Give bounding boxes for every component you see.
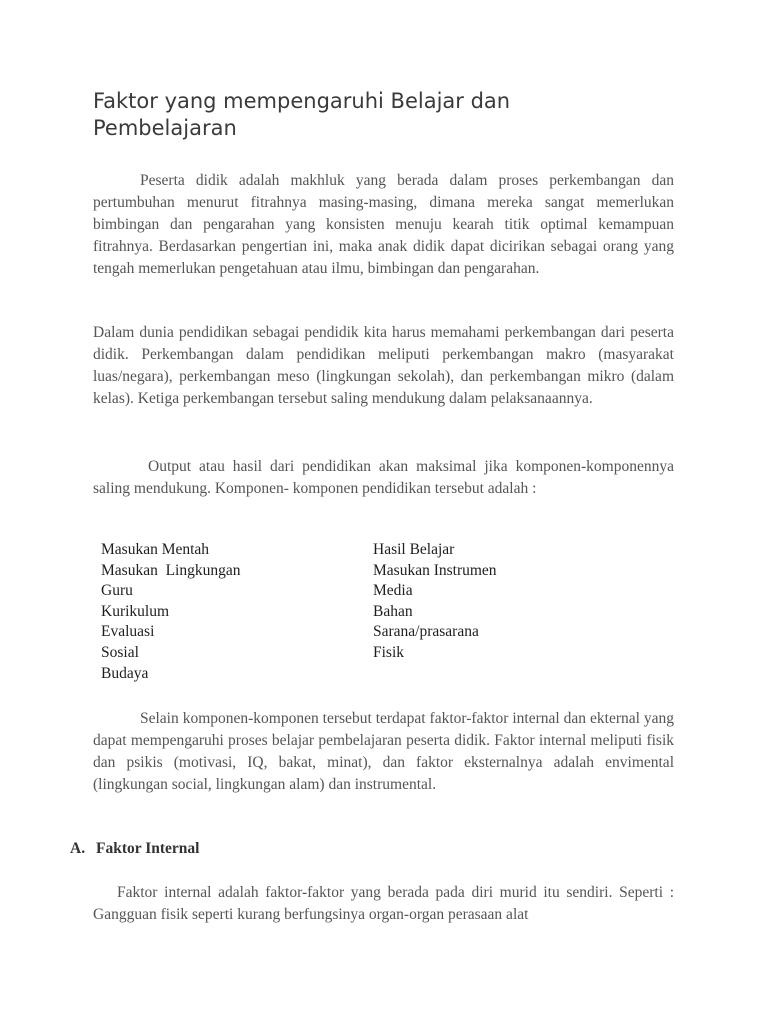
- paragraph-output-pendidikan: Output atau hasil dari pendidikan akan maksimal jika komponen-komponennya saling mendukung. Komponen- komponen pendidikan tersebut adalah :: [93, 458, 674, 497]
- list-item: Kurikulum: [101, 602, 170, 620]
- paragraph-dunia-pendidikan: Dalam dunia pendidikan sebagai pendidik kita harus memahami perkembangan dari peserta didik. Perkembangan dalam pendidikan meliputi perkembangan makro (masyarakat luas/negara), perkembangan meso (lingkungan sekolah), dan perkembangan mikro (dalam kelas). Ketiga perkembangan tersebut saling mendukung dalam pelaksanaannya.: [93, 324, 674, 407]
- paragraph-peserta-didik: Peserta didik adalah makhluk yang berada dalam proses perkembangan dan pertumbuhan menurut fitrahnya masing-masing, dimana mereka sangat memerlukan bimbingan dan pengarahan yang konsisten menuju kearah titik optimal kemampuan fitrahnya. Berdasarkan pengertian ini, maka anak didik dapat dicirikan sebagai orang yang tengah memerlukan pengetahuan atau ilmu, bimbingan dan pengarahan.: [93, 172, 674, 277]
- list-item: Masukan Instrumen: [373, 561, 497, 579]
- list-item: Evaluasi: [101, 623, 155, 641]
- list-item: Hasil Belajar: [373, 541, 455, 558]
- components-list-right: [373, 540, 497, 664]
- list-item: Bahan: [373, 602, 413, 620]
- components-list-left: [101, 540, 240, 684]
- section-heading-text: Faktor Internal: [96, 840, 200, 857]
- list-item: Sosial: [101, 643, 139, 661]
- section-heading-faktor-internal: [70, 838, 199, 860]
- section-letter: A.: [70, 840, 86, 857]
- list-item: Masukan Lingkungan: [101, 561, 241, 579]
- list-item: Guru: [101, 582, 133, 600]
- paragraph-faktor-internal-eksternal: Selain komponen-komponen tersebut terdapat faktor-faktor internal dan ekternal yang dapat mempengaruhi proses belajar pembelajaran peserta didik. Faktor internal meliputi fisik dan psikis (motivasi, IQ, bakat, minat), dan faktor eksternalnya adalah envimental (lingkungan social, lingkungan alam) dan instrumental.: [93, 710, 674, 793]
- document-title: Faktor yang mempengaruhi Belajar dan Pembelajaran: [93, 89, 511, 140]
- list-item: Sarana/prasarana: [373, 623, 479, 641]
- list-item: Fisik: [373, 643, 405, 661]
- paragraph-faktor-internal-definition: Faktor internal adalah faktor-faktor yang berada pada diri murid itu sendiri. Seperti : Gangguan fisik seperti kurang berfungsinya organ-organ perasaan alat: [93, 884, 674, 923]
- list-item: Budaya: [101, 664, 149, 682]
- list-item: Media: [373, 582, 413, 600]
- list-item: Masukan Mentah: [101, 541, 210, 558]
